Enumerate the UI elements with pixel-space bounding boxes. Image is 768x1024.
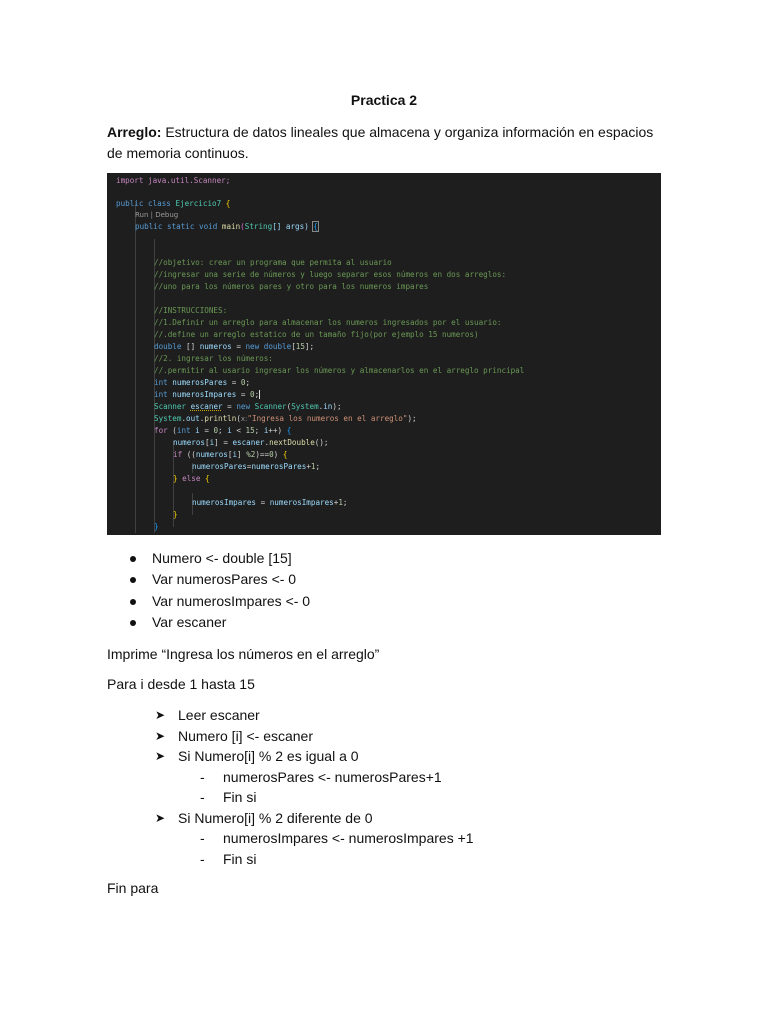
list-item: ➤ Leer escaner <box>155 707 260 723</box>
code-screenshot <box>107 173 661 535</box>
intro-term: Arreglo: <box>107 124 162 140</box>
list-item: Var escaner <box>107 612 667 633</box>
code-line-assign: numeros[i] = escaner.nextDouble(); <box>173 438 329 447</box>
code-comment: //ingresar una serie de números y luego separar esos números en dos arreglos: <box>154 270 507 279</box>
code-line-if: if ((numeros[i] %2)==0) { <box>173 450 288 459</box>
list-item: Numero <- double [15] <box>107 548 667 569</box>
arrow-bullet-icon: ➤ <box>155 708 166 722</box>
code-line-else: } else { <box>173 474 210 483</box>
list-item: Var numerosPares <- 0 <box>107 569 667 590</box>
list-item: ➤ Si Numero[i] % 2 diferente de 0 <box>155 809 373 826</box>
code-line-scanner: Scanner escaner = new Scanner(System.in); <box>154 402 342 411</box>
list-item: ➤ Si Numero[i] % 2 es igual a 0 <box>155 748 359 764</box>
code-comment: //.define un arreglo estatico de un tamaño fijo(por ejemplo 15 numeros) <box>154 330 479 339</box>
code-comment: //2. ingresar los números: <box>154 354 273 363</box>
steps-list <box>155 705 675 869</box>
list-subitem: - Fin si <box>200 850 257 867</box>
code-comment: //.permitir al usario ingresar los números y almacenarlos en el arreglo principal <box>154 366 525 375</box>
code-line-pares: int numerosPares = 0; <box>154 378 251 387</box>
intro-paragraph <box>107 122 667 164</box>
arrow-bullet-icon: ➤ <box>155 810 166 825</box>
end-line: Fin para <box>107 880 159 896</box>
code-comment: //1.Definir un arreglo para almacenar los numeros ingresados por el usuario: <box>154 318 502 327</box>
code-line-main: public static void main(String[] args) { <box>135 222 318 231</box>
code-line-class: public class Ejercicio7 { <box>116 199 231 208</box>
arrow-bullet-icon: ➤ <box>155 749 166 763</box>
list-item: Var numerosImpares <- 0 <box>107 591 667 612</box>
list-subitem: - numerosPares <- numerosPares+1 <box>200 768 442 785</box>
document-title: Practica 2 <box>350 92 418 108</box>
code-lens: Run | Debug <box>135 211 179 219</box>
code-comment: //objetivo: crear un programa que permita al usuario <box>154 258 392 267</box>
code-line-impares: int numerosImpares = 0; <box>154 390 260 399</box>
print-line: Imprime “Ingresa los números en el arreglo” <box>107 646 380 662</box>
code-line-println: System.out.println(x:"Ingresa los numeros en el arreglo"); <box>154 414 417 423</box>
code-comment: //uno para los números pares y otro para los numeros impares <box>154 282 429 291</box>
list-subitem: - Fin si <box>200 789 257 805</box>
code-line-close-if: } <box>173 510 178 519</box>
code-line-array: double [] numeros = new double[15]; <box>154 342 315 351</box>
code-line-pares-inc: numerosPares=numerosPares+1; <box>192 462 321 471</box>
list-item: ➤ Numero [i] <- escaner <box>155 727 313 744</box>
arrow-bullet-icon: ➤ <box>155 728 166 743</box>
list-subitem: - numerosImpares <- numerosImpares +1 <box>200 830 474 846</box>
variable-list <box>107 548 667 633</box>
intro-text: Estructura de datos lineales que almacena y organiza información en espacios de memoria continuos. <box>107 124 654 161</box>
code-line-for: for (int i = 0; i < 15; i++) { <box>154 426 292 435</box>
for-line: Para i desde 1 hasta 15 <box>107 676 255 692</box>
code-line-close-for: } <box>154 522 159 531</box>
code-comment: //INSTRUCCIONES: <box>154 306 228 315</box>
code-line-import: import java.util.Scanner; <box>116 176 231 185</box>
code-line-impares-inc: numerosImpares = numerosImpares+1; <box>192 498 348 507</box>
